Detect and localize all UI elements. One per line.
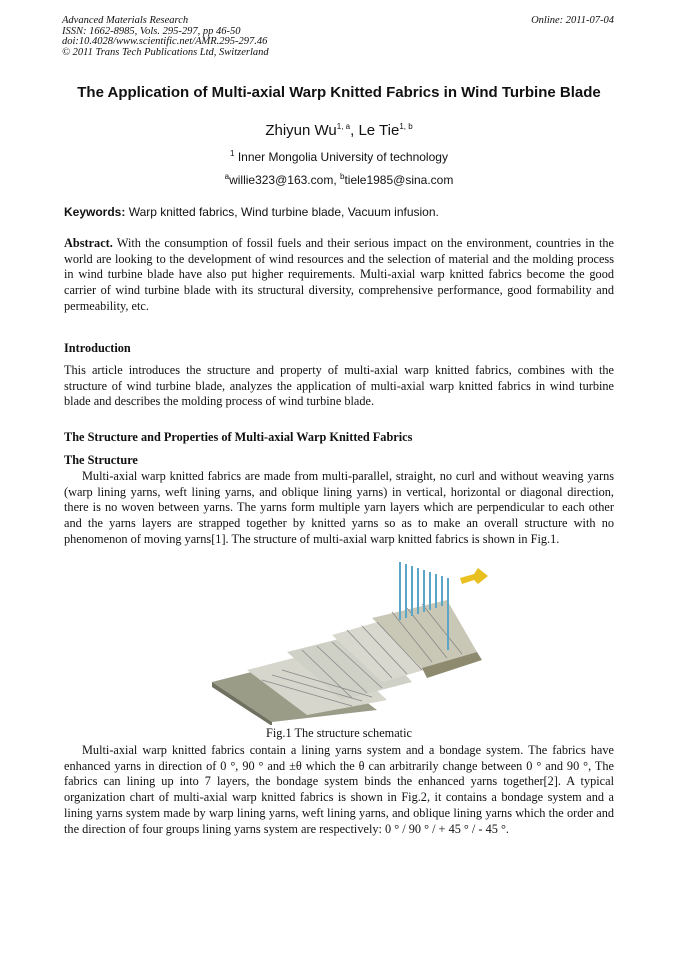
email-sup: b [339, 172, 345, 181]
author-sep: , [350, 122, 359, 139]
affiliation-text: Inner Mongolia University of technology [237, 150, 448, 164]
copyright: © 2011 Trans Tech Publications Ltd, Switzerland [62, 46, 269, 58]
author-name: Le Tie [358, 122, 400, 139]
author-sup: 1, b [399, 122, 413, 131]
abstract [64, 236, 614, 315]
journal-header [62, 16, 269, 58]
section-heading: The Structure and Properties of Multi-axial Warp Knitted Fabrics [64, 430, 413, 444]
figure-caption: Fig.1 The structure schematic [266, 726, 412, 740]
author-name: Zhiyun Wu [265, 122, 337, 139]
title-block [64, 84, 614, 102]
issn: ISSN: 1662-8985, Vols. 295-297, pp 46-50 [62, 25, 241, 37]
journal-name: Advanced Materials Research [62, 15, 189, 26]
keywords-text: Warp knitted fabrics, Wind turbine blade, Vacuum infusion. [128, 205, 439, 219]
intro-paragraph: This article introduces the structure and property of multi-axial warp knitted fabrics, combines with the structure of wind turbine blade, analyzes the application of multi-axial warp knitted fabrics in wind turbine blade and describes the molding process of wind turbine blade. [64, 363, 614, 409]
arrow-icon [460, 568, 488, 584]
affiliation [64, 149, 614, 164]
doi: doi:10.4028/www.scientific.net/AMR.295-297.46 [62, 36, 268, 47]
email-sup: a [224, 172, 230, 181]
paper-title: The Application of Multi-axial Warp Knitted Fabrics in Wind Turbine Blade [77, 84, 601, 101]
paragraph: Multi-axial warp knitted fabrics contain a lining yarns system and a bondage system. The fabrics have enhanced yarns in direction of 0 °, 90 ° and ±θ which the θ can arbitrarily change between 0 ° and 90 °, The fabrics can lining up into 7 layers, the bondage system binds the enhanced yarns together[2]. A typical organization chart of multi-axial warp knitted fabrics is shown in Fig.2, it contains a bondage system and a lining yarns system made by warp lining yarns, weft lining yarns, and oblique lining yarns which the order and the direction of four groups lining yarns system are respectively: 0 ° / 90 ° / + 45 ° / - 45 °. [64, 743, 614, 836]
email-sep: , [333, 173, 340, 187]
author-sup: 1, a [336, 122, 351, 131]
abstract-label: Abstract. [64, 236, 113, 250]
affiliation-sup: 1 [230, 149, 235, 158]
section-heading: Introduction [64, 341, 131, 355]
online-date: Online: 2011-07-04 [531, 15, 614, 26]
paragraph: Multi-axial warp knitted fabrics are made from multi-parallel, straight, no curl and without weaving yarns (warp lining yarns, weft lining yarns, and oblique lining yarns) in vertical, horizontal or diagonal direction, there is no woven between yarns. The yarns form multiple yarn layers which are perpendicular to each other and the yarns layers are strapped together by knitted yarns so as to make an overall structure with no phenomenon of moving yarns[1]. The structure of multi-axial warp knitted fabrics is shown in Fig.1. [64, 469, 614, 546]
subsection-heading: The Structure [64, 453, 138, 467]
abstract-text: With the consumption of fossil fuels and their serious impact on the environment, countries in the world are looking to the development of wind resources and the selection of material and the molding process in wind turbine blade have also put higher requirements. Multi-axial warp knitted fabrics become the good carrier of wind turbine blade with its structural diversity, comprehensive performance, good formability and permeability, etc. [64, 236, 614, 313]
email-link[interactable]: willie323@163.com [229, 173, 334, 187]
keywords-label: Keywords: [64, 205, 126, 219]
emails [64, 172, 614, 187]
email-link[interactable]: tiele1985@sina.com [344, 173, 454, 187]
figure-structure-schematic [212, 560, 502, 725]
authors [64, 122, 614, 139]
keywords [64, 205, 614, 221]
